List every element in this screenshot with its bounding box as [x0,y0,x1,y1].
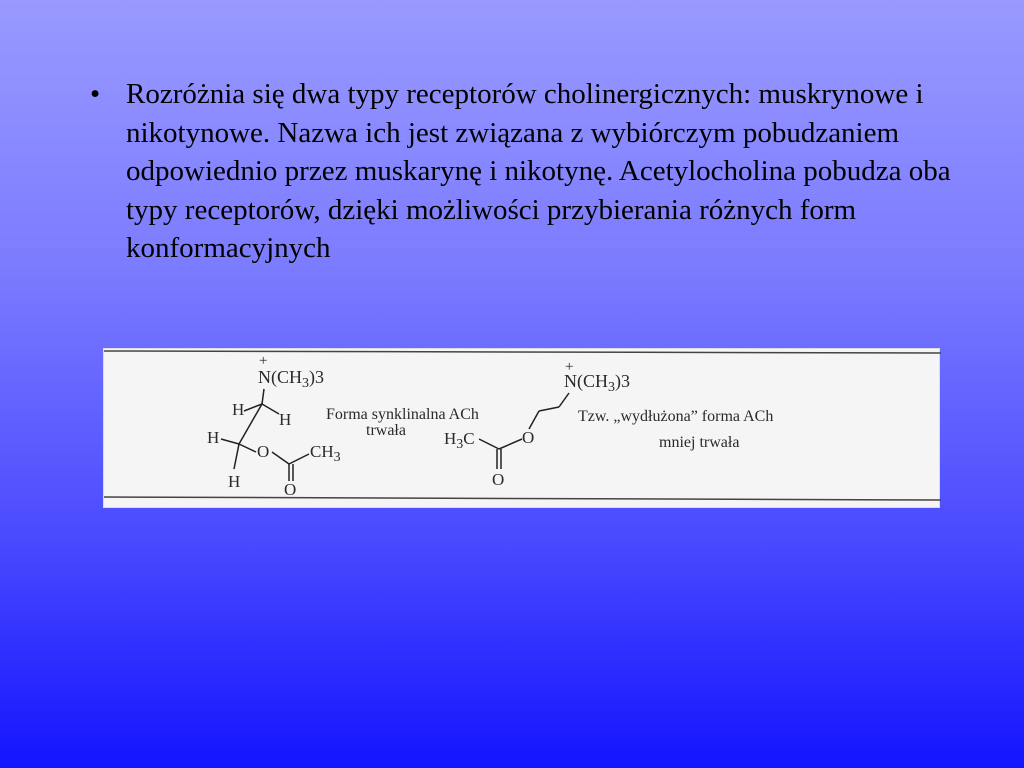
bond [221,439,239,444]
right-carbonyl-oxygen: O [492,470,505,489]
structure-diagram [104,349,941,509]
left-oxygen: O [257,442,270,461]
scan-top-line [104,351,941,353]
bond [262,389,264,404]
scan-bottom-line [104,497,941,500]
left-caption-line1: Forma synklinalna ACh [326,406,479,423]
bond [234,444,239,469]
chemical-structure-figure [103,348,940,508]
left-h2: H [279,410,292,429]
bullet-paragraph: Rozróżnia się dwa typy receptorów cholinergicznych: muskrynowe i nikotynowe. Nazwa ich jest związana z wybiórczym pobudzaniem odpowiednio przez muskarynę i nikotynę. Acetylocholina pobudza oba typy receptorów, dzięki możliwości przybierania różnych form konformacyjnych [126,78,951,264]
right-charge: + [565,359,574,375]
left-methyl: $CH_3$ [310,442,341,465]
synclinal-structure [207,353,341,499]
bond [289,454,309,464]
right-amine-label: $N(CH_3)3$ [564,371,630,395]
bond [539,407,559,411]
right-caption-line1: Tzw. „wydłużona” forma ACh [578,408,774,425]
bond [559,393,569,407]
bond [479,439,499,449]
right-oxygen: O [522,428,535,447]
bond [239,444,256,452]
right-caption-line2: mniej trwała [659,434,740,451]
left-caption-line2: trwała [366,422,406,439]
bullet-item [90,75,970,268]
left-h4: H [228,472,241,491]
left-h3: H [207,428,220,447]
left-charge: + [259,353,268,369]
left-carbonyl-oxygen: O [284,480,297,499]
bond [262,404,279,414]
bullet-icon: • [90,78,101,110]
bond [529,411,539,429]
bond [499,439,522,449]
right-methyl: $H_3C$ [444,429,475,452]
left-h1: H [232,400,245,419]
left-amine-label: $N(CH_3)3$ [258,367,324,391]
bullet-list [90,75,970,268]
bond [272,452,289,464]
